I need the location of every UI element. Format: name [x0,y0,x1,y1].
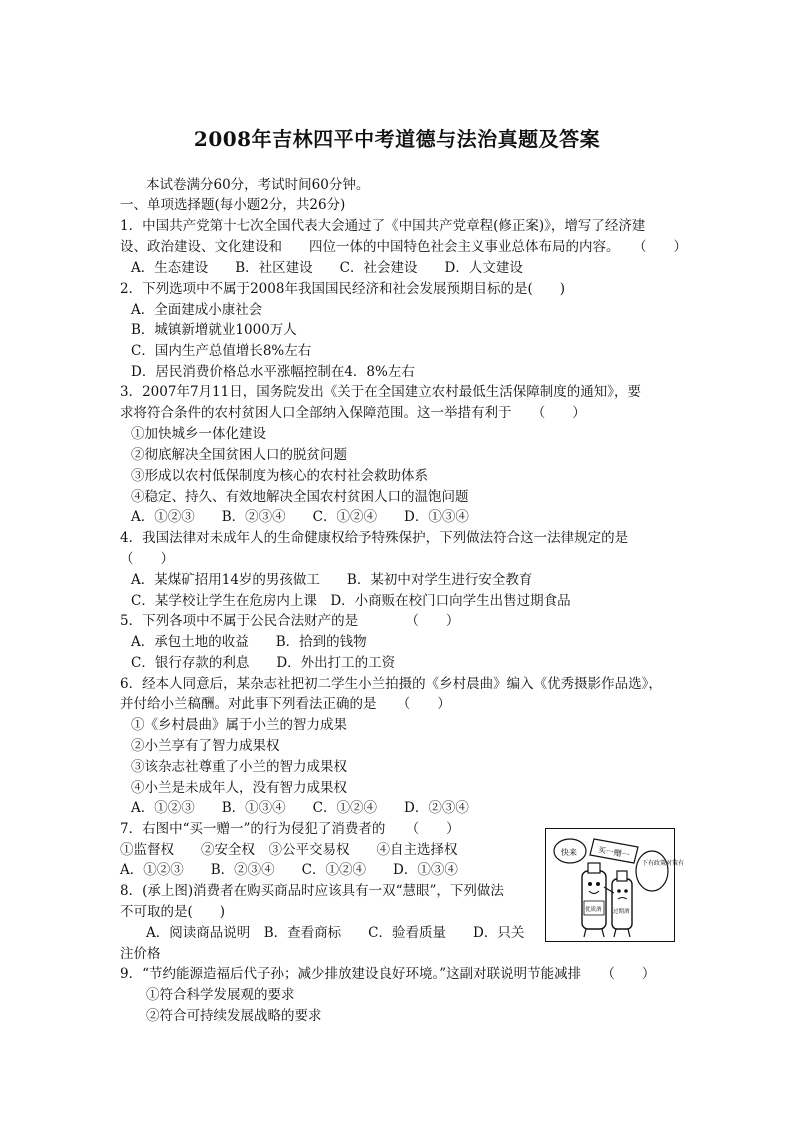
q4-stem-line1: 4．我国法律对未成年人的生命健康权给予特殊保护，下列做法符合这一法律规定的是 [120,530,629,546]
q3-statement-1: ①加快城乡一体化建设 [131,426,266,442]
q2-option-a: A．全面建成小康社会 [131,302,263,318]
q6-statement-2: ②小兰享有了智力成果权 [131,738,280,754]
page-title: 2008年吉林四平中考道德与法治真题及答案 [193,127,601,151]
q8-options-cont: 注价格 [120,946,161,962]
bottle-right-label: 过期酒 [613,909,630,915]
q2-option-d: D．居民消费价格总水平涨幅控制在4．8%左右 [131,364,415,380]
q3-options: A．①②③ B．②③④ C．①②④ D．①③④ [131,509,469,525]
q5-options-cd: C．银行存款的利息 D．外出打工的工资 [131,655,396,671]
q6-stem-line1: 6．经本人同意后，某杂志社把初二学生小兰拍摄的《乡村晨曲》编入《优秀摄影作品选》， [120,676,662,692]
section-header: 一、单项选择题(每小题2分，共26分) [120,197,346,213]
q9-stem: 9．“节约能源造福后代子孙；减少排放建设良好环境。”这副对联说明节能减排 （ ） [120,966,656,982]
cartoon-drawing [546,829,685,940]
bottle-left-label: 优质酒 [585,907,602,913]
q1-options: A．生态建设 B．社区建设 C．社会建设 D．人文建设 [131,260,523,276]
speech-balloon-right-icon [636,851,668,891]
bottle-left-icon [582,871,606,929]
q2-option-c: C．国内生产总值增长8%左右 [131,343,312,359]
q9-statement-1: ①符合科学发展观的要求 [146,987,295,1003]
buy-one-get-one-cartoon [545,828,685,942]
q3-stem-line1: 3．2007年7月11日，国务院发出《关于在全国建立农村最低生活保障制度的通知》，要 [120,384,641,400]
sign-board-text: 买一赠一 [597,845,631,860]
bottle-right-icon [612,879,632,929]
q3-statement-2: ②彻底解决全国贫困人口的脱贫问题 [131,447,347,463]
q1-stem-line1: 1．中国共产党第十七次全国代表大会通过了《中国共产党章程(修正案)》，增写了经济建 [120,218,646,234]
q4-options-cd: C．某学校让学生在危房内上课 D．小商贩在校门口向学生出售过期食品 [131,593,571,609]
q8-options: A．阅读商品说明 B．查看商标 C．验看质量 D．只关 [146,925,525,941]
q8-stem-line1: 8．(承上图)消费者在购买商品时应该具有一双“慧眼”，下列做法 [120,883,504,899]
q1-stem-line2: 设、政治建设、文化建设和 四位一体的中国特色社会主义事业总体布局的内容。 （ ） [120,239,687,255]
q5-stem: 5．下列各项中不属于公民合法财产的是 （ ） [120,613,460,629]
q7-options: A．①②③ B．②③④ C．①②④ D．①③④ [120,862,458,878]
q6-statement-4: ④小兰是未成年人，没有智力成果权 [131,780,347,796]
q9-statement-2: ②符合可持续发展战略的要求 [146,1008,322,1024]
q6-stem-line2: 并付给小兰稿酬。对此事下列看法正确的是 （ ） [120,696,451,712]
speech-balloon-left-text: 快来 [561,848,577,857]
q2-option-b: B．城镇新增就业1000万人 [131,322,297,338]
q2-stem: 2．下列选项中不属于2008年我国国民经济和社会发展预期目标的是( ) [120,281,565,297]
speech-balloon-right-text: 下有政策对策有 [642,860,685,867]
q7-rights: ①监督权 ②安全权 ③公平交易权 ④自主选择权 [120,842,458,858]
q3-statement-3: ③形成以农村低保制度为核心的农村社会救助体系 [131,468,428,484]
q8-stem-line2: 不可取的是( ) [120,904,226,920]
intro-text: 本试卷满分60分，考试时间60分钟。 [146,177,370,193]
q6-statement-1: ①《乡村晨曲》属于小兰的智力成果 [131,717,347,733]
q3-statement-4: ④稳定、持久、有效地解决全国农村贫困人口的温饱问题 [131,489,469,505]
q3-stem-line2: 求将符合条件的农村贫困人口全部纳入保障范围。这一举措有利于 （ ） [120,405,586,421]
q6-statement-3: ③该杂志社尊重了小兰的智力成果权 [131,759,347,775]
q6-options: A．①②③ B．①③④ C．①②④ D．②③④ [131,800,469,816]
q4-stem-line2: （ ） [120,551,174,567]
q7-stem: 7．右图中“买一赠一”的行为侵犯了消费者的 （ ） [120,821,460,837]
q5-options-ab: A．承包土地的收益 B．拾到的钱物 [131,634,367,650]
q4-options-ab: A．某煤矿招用14岁的男孩做工 B．某初中对学生进行安全教育 [131,572,533,588]
